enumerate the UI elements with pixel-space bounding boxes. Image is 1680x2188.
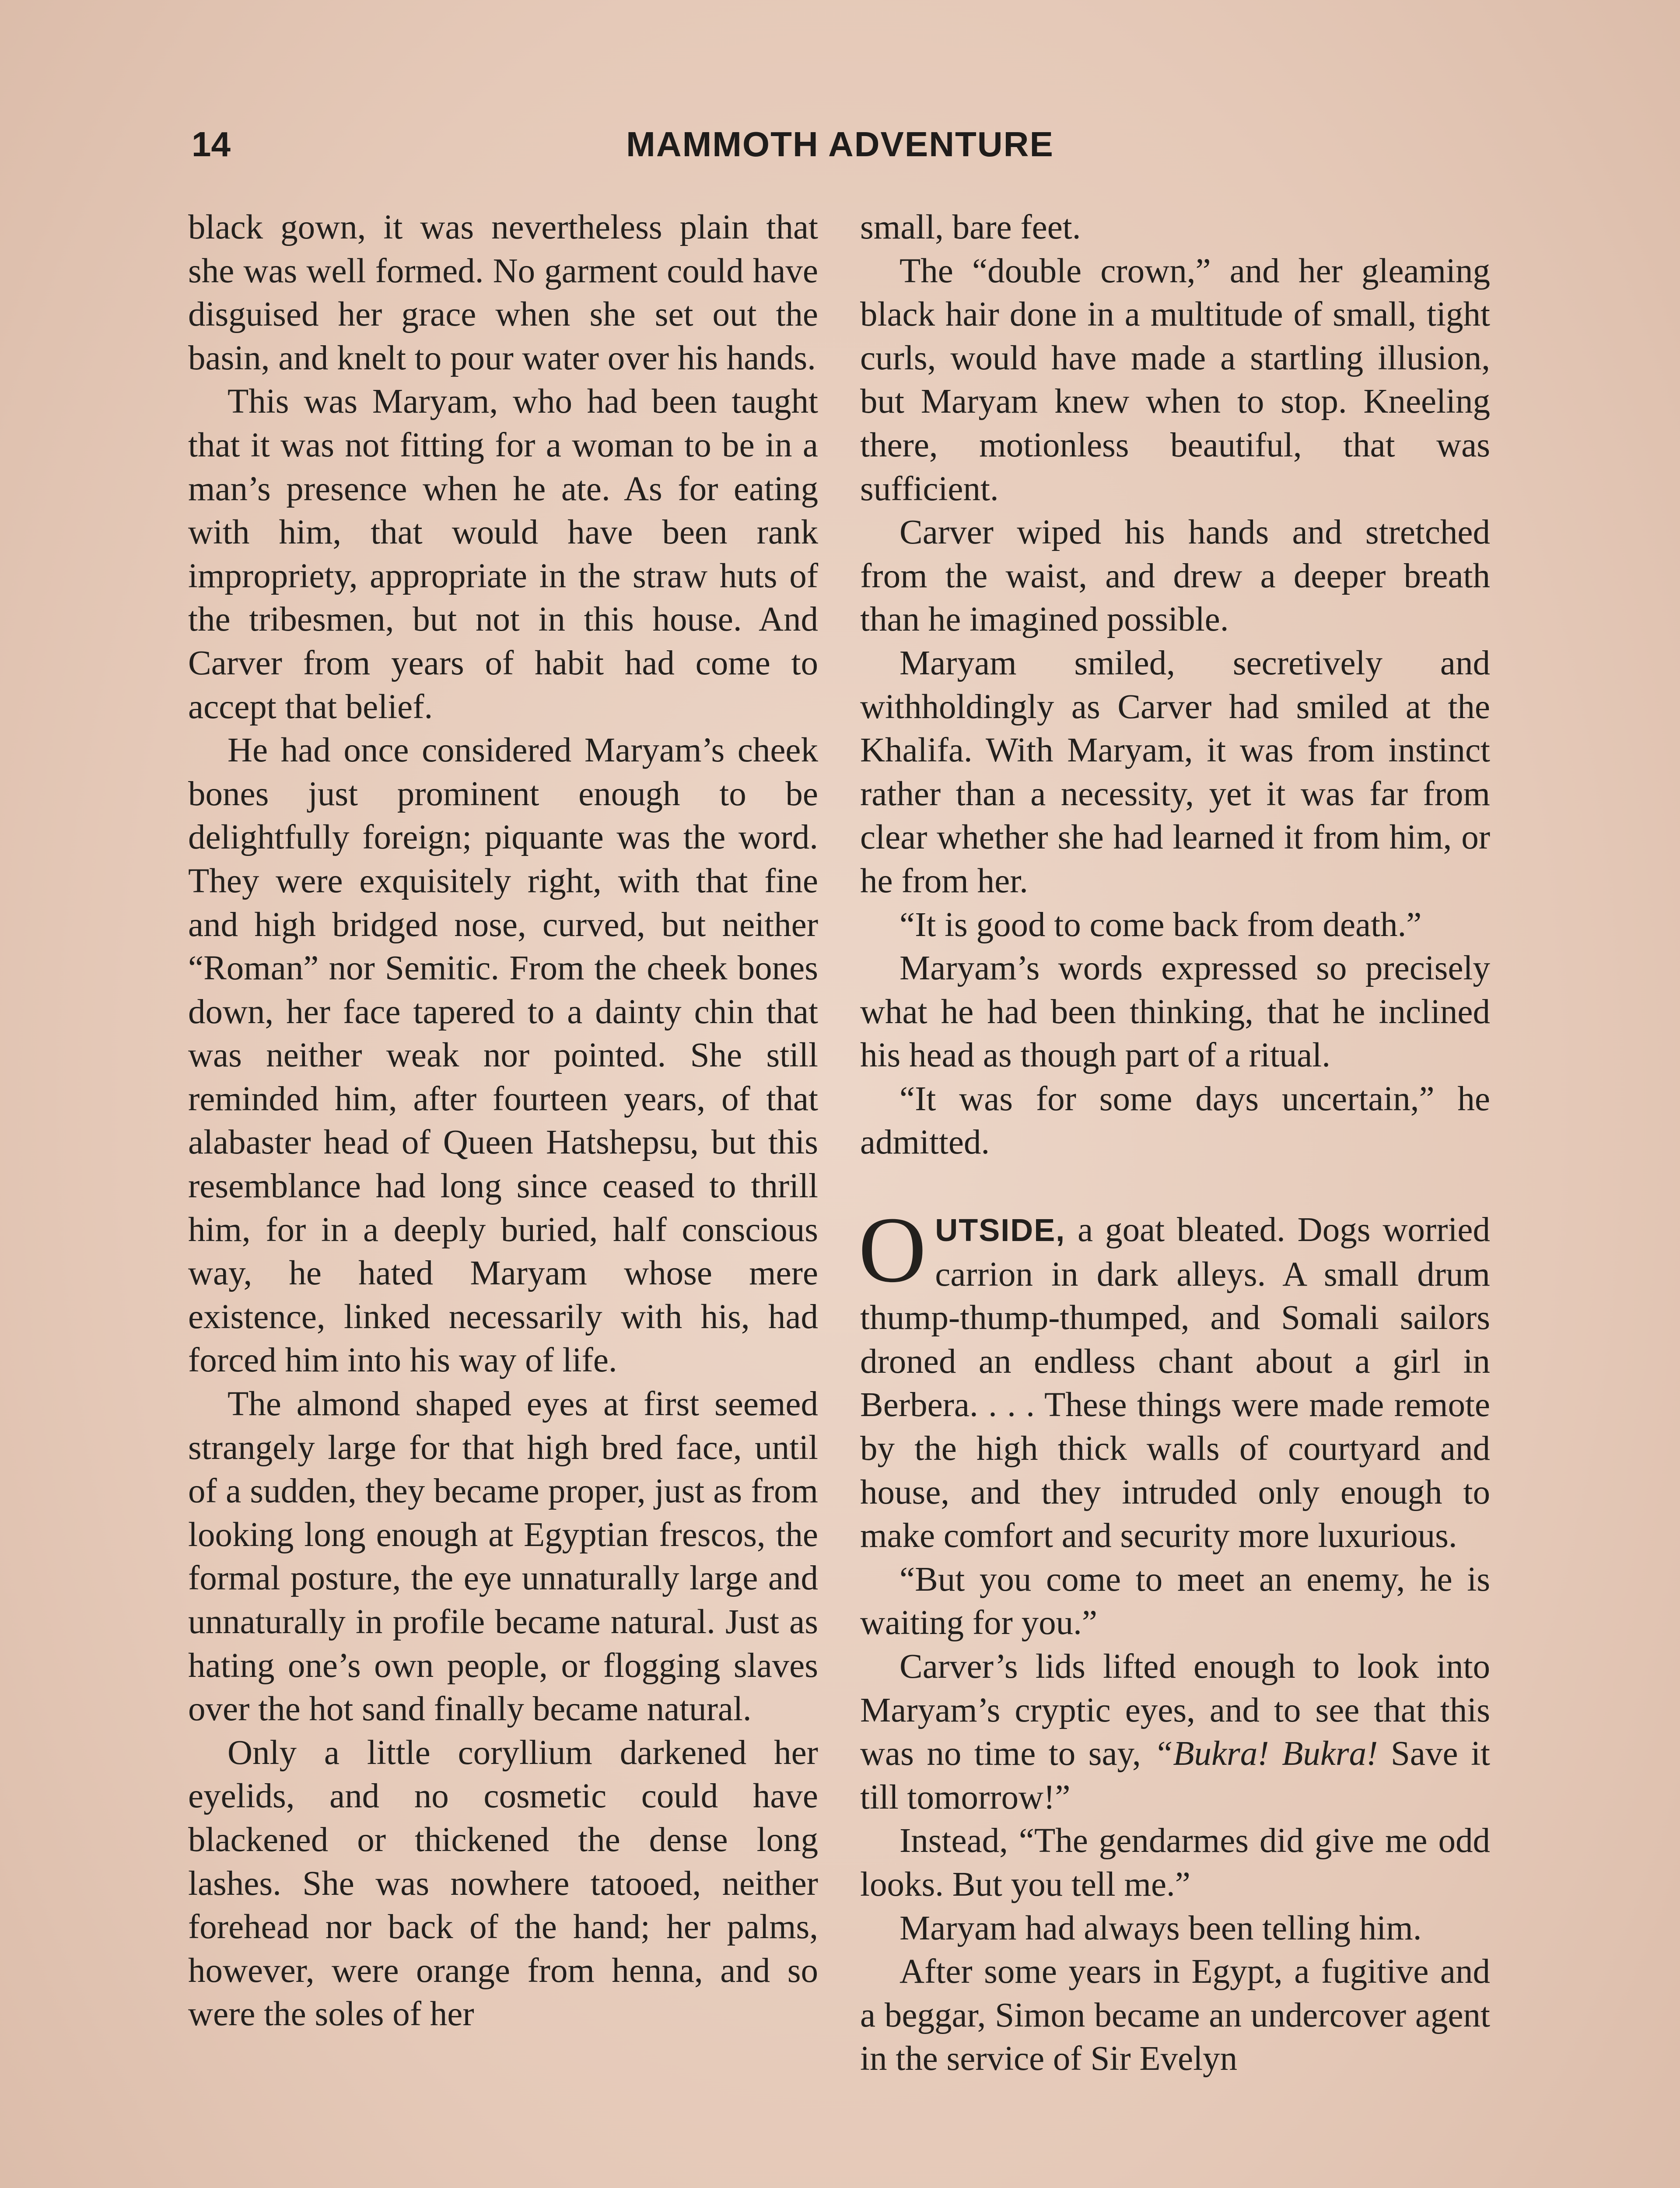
right-paragraph-5: “It is good to come back from death.” (900, 905, 1422, 944)
left-paragraph-3: He had once considered Maryam’s cheek bones just prominent enough to be delightfully foreign; piquante was the word. They were exquisitely right, with that fine and high bridged nose, curved, but neither “Roman” nor Semitic. From the cheek bones down, her face tapered to a dainty chin that was neither weak nor pointed. She still reminded him, after fourteen years, of that alabaster head of Queen Hatshepsu, but this resemblance had long since ceased to thrill him, for in a deeply buried, half conscious way, he hated Maryam whose mere existence, linked necessarily with his, had forced him into his way of life. (188, 731, 818, 1380)
right-paragraph-9: “But you come to meet an enemy, he is waiting for you.” (860, 1560, 1490, 1642)
right-paragraph-3: Carver wiped his hands and stretched from the waist, and drew a deeper breath than he imagined possible. (860, 513, 1490, 639)
right-paragraph-10 (860, 1645, 1490, 1819)
left-column (188, 206, 818, 2036)
right-paragraph-7: “It was for some days uncertain,” he admitted. (860, 1080, 1490, 1162)
right-paragraph-2: The “double crown,” and her gleaming black hair done in a multitude of small, tight curls, would have made a startling illusion, but Maryam knew when to stop. Kneeling there, motionless beautiful, that was sufficient. (860, 252, 1490, 508)
left-paragraph-1: black gown, it was nevertheless plain that she was well formed. No garment could have disguised her grace when she set out the basin, and knelt to pour water over his hands. (188, 208, 818, 377)
page-number: 14 (192, 125, 231, 164)
right-paragraph-4: Maryam smiled, secretively and withholdingly as Carver had smiled at the Khalifa. With Maryam, it was from instinct rather than a necessity, yet it was far from clear whether she had learned it from him, or he from her. (860, 644, 1490, 900)
right-paragraph-6: Maryam’s words expressed so precisely what he had been thinking, that he inclined his head as though part of a ritual. (860, 949, 1490, 1075)
left-paragraph-2: This was Maryam, who had been taught that it was not fitting for a woman to be in a man’s presence when he ate. As for eating with him, that would have been rank impropriety, appropriate in the straw huts of the tribesmen, but not in this house. And Carver from years of habit had come to accept that belief. (188, 382, 818, 726)
running-head-title: MAMMOTH ADVENTURE (626, 125, 1054, 164)
right-paragraph-13: After some years in Egypt, a fugitive and a beggar, Simon became an undercover agent in the service of Sir Evelyn (860, 1953, 1490, 2078)
right-paragraph-1: small, bare feet. (860, 208, 1081, 246)
right-paragraph-11: Instead, “The gendarmes did give me odd looks. But you tell me.” (860, 1822, 1490, 1904)
left-paragraph-5: Only a little coryllium darkened her eyelids, and no cosmetic could have blackened or thickened the dense long lashes. She was nowhere tatooed, neither forehead nor back of the hand; her palms, however, were orange from henna, and so were the soles of her (188, 1733, 818, 2034)
paragraph-text-end: Save it till tomorrow!” (860, 1735, 1490, 1816)
section-break-paragraph (858, 1197, 1490, 1558)
section-lead-word: UTSIDE, (935, 1213, 1066, 1248)
paragraph-text-start: Carver’s lids lifted enough to look into Maryam’s cryptic eyes, and to see that this was no time to say, (860, 1648, 1490, 1773)
right-column (860, 206, 1490, 2081)
drop-cap: O (858, 1197, 927, 1302)
left-paragraph-4: The almond shaped eyes at first seemed strangely large for that high bred face, until of a sudden, they became proper, just as from looking long enough at Egyptian frescos, the formal posture, the eye unnaturally large and unnaturally in profile became natural. Just as hating one’s own people, or flogging slaves over the hot sand finally became natural. (188, 1385, 818, 1729)
right-paragraph-12: Maryam had always been telling him. (900, 1909, 1422, 1947)
section-body-text: a goat bleated. Dogs worried carrion in dark alleys. A small drum thump-thump-thumped, and Somali sailors droned an endless chant about a girl in Berbera. . . . These things were made remote by the high thick walls of courtyard and house, and they intruded only enough to make comfort and security more luxurious. (860, 1211, 1490, 1555)
italic-phrase: “Bukra! Bukra! (1154, 1735, 1378, 1773)
